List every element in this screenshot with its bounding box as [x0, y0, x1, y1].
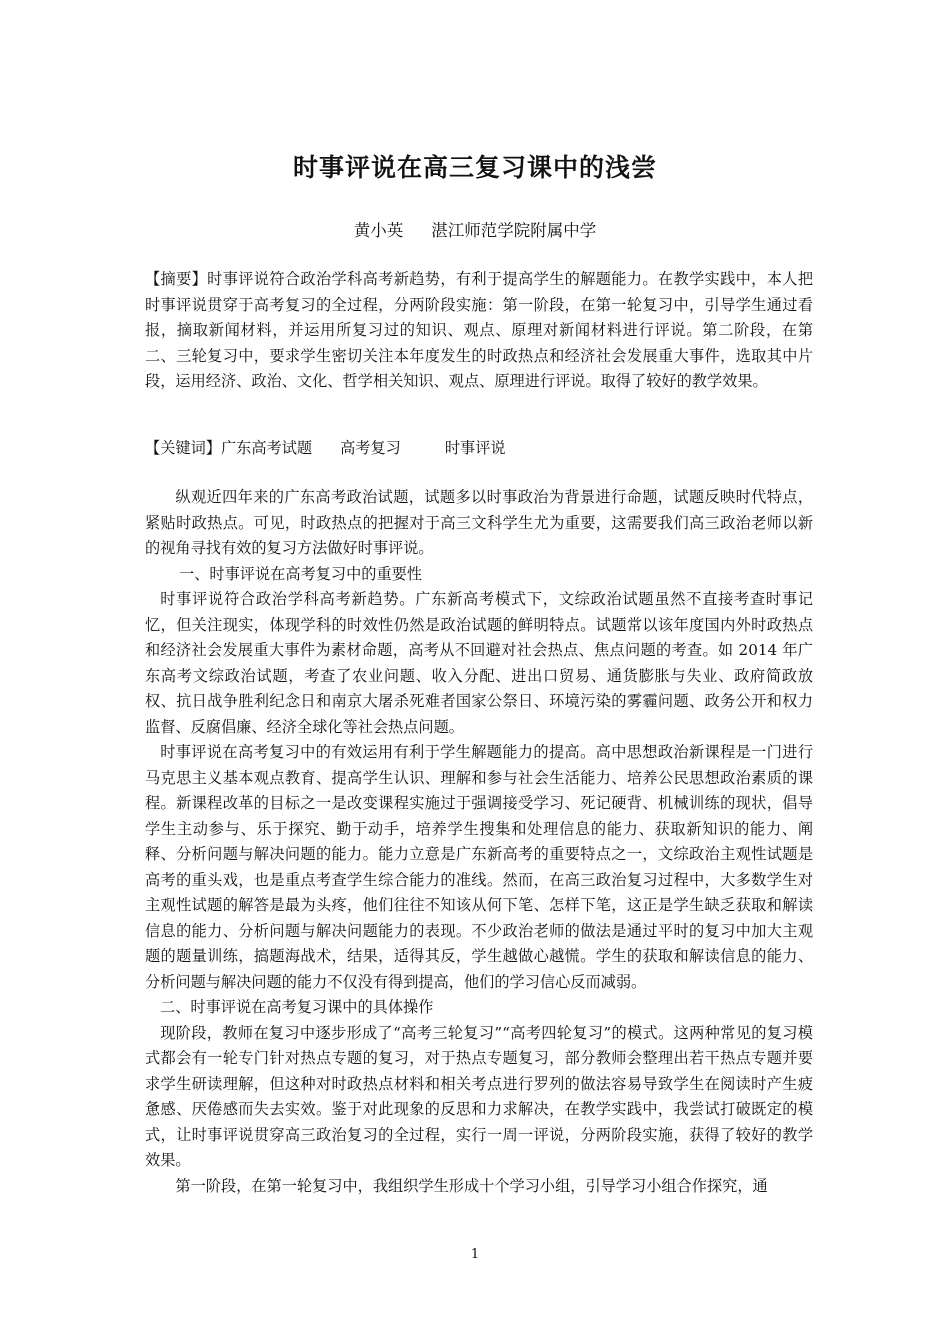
paragraph: 第一阶段，在第一轮复习中，我组织学生形成十个学习小组，引导学习小组合作探究，通	[175, 1176, 768, 1195]
author-affiliation: 湛江师范学院附属中学	[431, 221, 597, 240]
document-title: 时事评说在高三复习课中的浅尝	[292, 153, 657, 182]
keyword: 时事评说	[444, 439, 506, 457]
author-name: 黄小英	[353, 221, 404, 240]
abstract: 【摘要】时事评说符合政治学科高考新趋势，有利于提高学生的解题能力。在教学实践中，本人把时事评说贯穿于高考复习的全过程，分两阶段实施：第一阶段，在第一轮复习中，引导学生通过看报，摘取新闻材料，并运用所复习过的知识、观点、原理对新闻材料进行评说。第二阶段，在第二、三轮复习中，要求学生密切关注本年度发生的时政热点和经济社会发展重大事件，选取其中片段，运用经济、政治、文化、哲学相关知识、观点、原理进行评说。取得了较好的教学效果。	[145, 270, 813, 390]
keywords-label: 【关键词】广东高考试题	[145, 439, 313, 457]
keywords	[145, 436, 813, 462]
paragraph: 时事评说在高考复习中的有效运用有利于学生解题能力的提高。高中思想政治新课程是一门进行马克思主义基本观点教育、提高学生认识、理解和参与社会生活能力、培养公民思想政治素质的课程。新课程改革的目标之一是改变课程实施过于强调接受学习、死记硬背、机械训练的现状，倡导学生主动参与、乐于探究、勤于动手，培养学生搜集和处理信息的能力、获取新知识的能力、阐释、分析问题与解决问题的能力。能力立意是广东新高考的重要特点之一，文综政治主观性试题是高考的重头戏，也是重点考查学生综合能力的准线。然而，在高三政治复习过程中，大多数学生对主观性试题的解答是最为头疼，他们往往不知该从何下笔、怎样下笔，这正是学生缺乏获取和解读信息的能力、分析问题与解决问题能力的表现。不少政治老师的做法是通过平时的复习中加大主观题的题量训练，搞题海战术，结果，适得其反，学生越做心越慌。学生的获取和解读信息的能力、分析问题与解决问题的能力不仅没有得到提高，他们的学习信心反而减弱。	[145, 743, 813, 991]
paragraph: 纵观近四年来的广东高考政治试题，试题多以时事政治为背景进行命题，试题反映时代特点，紧贴时政热点。可见，时政热点的把握对于高三文科学生尤为重要，这需要我们高三政治老师以新的视角寻找有效的复习方法做好时事评说。	[145, 488, 813, 557]
keyword: 高考复习	[340, 439, 401, 457]
author-line	[0, 217, 950, 245]
page-number: 1	[470, 1247, 480, 1262]
paragraph: 时事评说符合政治学科高考新趋势。广东新高考模式下，文综政治试题虽然不直接考查时事记忆，但关注现实，体现学科的时效性仍然是政治试题的鲜明特点。试题常以该年度国内外时政热点和经济社会发展重大事件为素材命题，高考从不回避对社会热点、焦点问题的考查。如 2014 年广东高考文综政治试题，考查了农业问题、收入分配、进出口贸易、通货膨胀与失业、政府简政放权、抗日战争胜利纪念日和南京大屠杀死难者国家公祭日、环境污染的雾霾问题、政务公开和权力监督、反腐倡廉、经济全球化等社会热点问题。	[145, 590, 813, 736]
paragraph: 现阶段，教师在复习中逐步形成了“高考三轮复习”“高考四轮复习”的模式。这两种常见的复习模式都会有一轮专门针对热点专题的复习，对于热点专题复习，部分教师会整理出若干热点专题并要求学生研读理解，但这种对时政热点材料和相关考点进行罗列的做法容易导致学生在阅读时产生疲惫感、厌倦感而失去实效。鉴于对此现象的反思和力求解决，在教学实践中，我尝试打破既定的模式，让时事评说贯穿高三政治复习的全过程，实行一周一评说，分两阶段实施，获得了较好的教学效果。	[145, 1023, 813, 1169]
main-body	[145, 485, 813, 1199]
section-heading: 一、时事评说在高考复习中的重要性	[179, 564, 422, 583]
section-heading: 二、时事评说在高考复习课中的具体操作	[160, 998, 434, 1016]
